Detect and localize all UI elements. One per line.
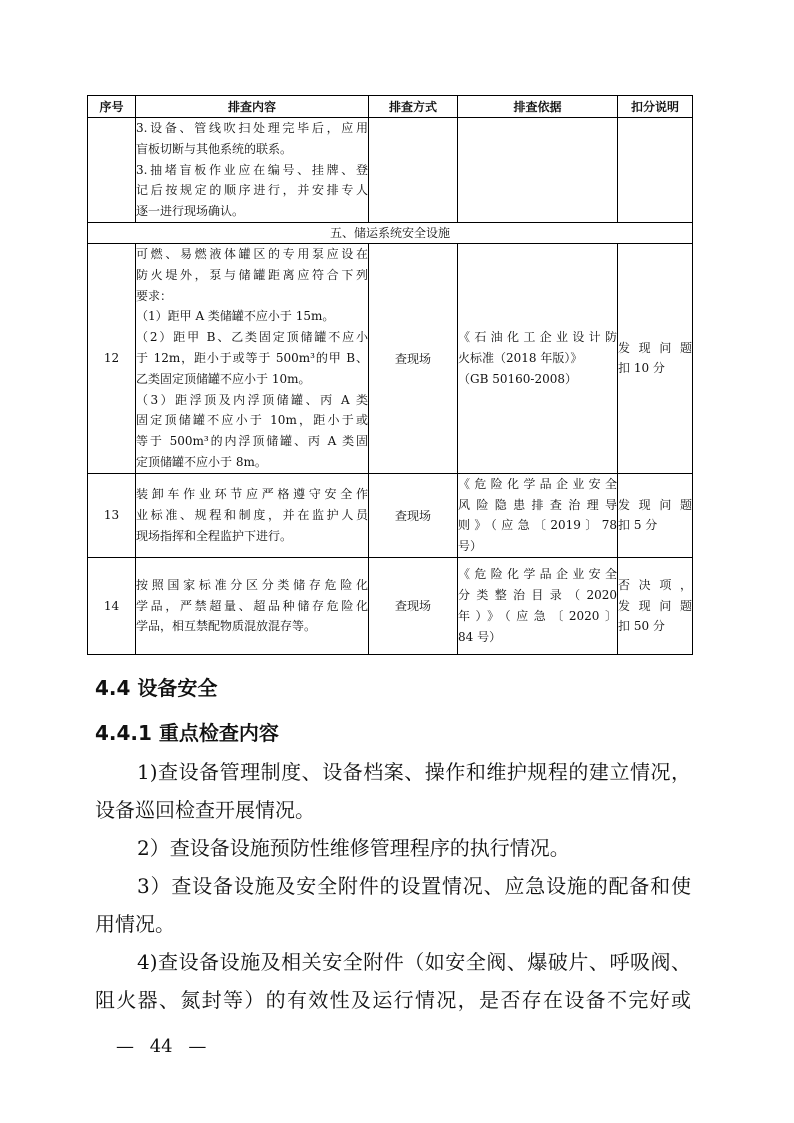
check-basis xyxy=(458,243,618,473)
check-basis-line: 84 号） xyxy=(458,629,502,644)
check-content-line: 记后按规定的顺序进行，并安排专人 xyxy=(136,183,368,198)
check-basis-line: 风险隐患排查治理导 xyxy=(458,497,617,512)
check-basis xyxy=(458,473,618,557)
deduction-note-line: 发现问题 xyxy=(618,497,692,512)
check-content-line: 学品，严禁超量、超品种储存危险化 xyxy=(136,598,368,613)
table-header-row xyxy=(88,96,693,118)
check-content-line: 学品，相互禁配物质混放混存等。 xyxy=(136,619,317,634)
header-check-method: 排查方式 xyxy=(369,96,458,118)
paragraph-line: 用情况。 xyxy=(95,912,175,936)
check-content-line: （3）距浮顶及内浮顶储罐、丙 A 类 xyxy=(136,392,368,407)
table-row xyxy=(88,243,693,473)
check-basis-line: 则》（应急〔2019〕78 xyxy=(458,518,617,533)
deduction-note xyxy=(618,243,693,473)
section-row xyxy=(88,222,693,243)
check-basis xyxy=(458,557,618,654)
row-number: 12 xyxy=(88,243,136,473)
header-check-content: 排查内容 xyxy=(136,96,369,118)
check-content-line: 按照国家标准分区分类储存危险化 xyxy=(136,577,368,592)
check-content-line: 于 12m，距小于或等于 500m³的甲 B、 xyxy=(136,350,368,365)
row-number: 14 xyxy=(88,557,136,654)
deduction-note-line: 发现问题 xyxy=(618,598,692,613)
check-basis-line: 《危险化学品企业安全 xyxy=(458,476,617,491)
section-heading: 4.4 设备安全 xyxy=(95,676,218,700)
table-row xyxy=(88,118,693,223)
check-content-line: 等于 500m³的内浮顶储罐、丙 A 类固 xyxy=(136,434,368,449)
check-content-line: 逐一进行现场确认。 xyxy=(136,204,245,219)
subsection-heading: 4.4.1 重点检查内容 xyxy=(95,721,279,745)
row-number xyxy=(88,118,136,223)
check-method xyxy=(369,118,458,223)
check-basis-line: 《危险化学品企业安全 xyxy=(458,567,617,582)
deduction-note-line: 扣 5 分 xyxy=(618,518,658,533)
check-content-line: 业标准、规程和制度，并在监护人员 xyxy=(136,507,368,522)
check-basis xyxy=(458,118,618,223)
deduction-note-line: 发现问题 xyxy=(618,340,692,355)
row-number: 13 xyxy=(88,473,136,557)
check-method: 查现场 xyxy=(369,243,458,473)
header-serial-number: 序号 xyxy=(88,96,136,118)
paragraph-line: 1)查设备管理制度、设备档案、操作和维护规程的建立情况， xyxy=(137,760,691,784)
paragraph-line: 阻火器、氮封等）的有效性及运行情况，是否存在设备不完好或 xyxy=(95,988,691,1012)
deduction-note-line: 否决项， xyxy=(618,577,692,592)
check-content-line: 防火堤外，泵与储罐距离应符合下列 xyxy=(136,267,368,282)
check-method: 查现场 xyxy=(369,557,458,654)
paragraph-line: 设备巡回检查开展情况。 xyxy=(95,798,315,822)
table-row xyxy=(88,557,693,654)
header-check-basis: 排查依据 xyxy=(458,96,618,118)
deduction-note xyxy=(618,557,693,654)
check-basis-line: 分类整治目录（2020 xyxy=(458,588,617,603)
check-content xyxy=(136,473,369,557)
paragraph-line: 4)查设备设施及相关安全附件（如安全阀、爆破片、呼吸阀、 xyxy=(137,950,691,974)
paragraph-line: 3）查设备设施及安全附件的设置情况、应急设施的配备和使 xyxy=(137,874,691,898)
check-basis-line: 火标准（2018 年版）》 xyxy=(458,350,583,365)
check-basis-line: 年）》（应急〔2020〕 xyxy=(458,608,617,623)
check-content-line: 乙类固定顶储罐不应小于 10m。 xyxy=(136,371,311,386)
check-content-line: 要求： xyxy=(136,288,173,303)
check-content-line: 3.设备、管线吹扫处理完毕后，应用 xyxy=(136,121,368,135)
check-content xyxy=(136,557,369,654)
check-content-line: 装卸车作业环节应严格遵守安全作 xyxy=(136,487,368,502)
check-content-line: （2）距甲 B、乙类固定顶储罐不应小 xyxy=(136,330,368,345)
section-title: 五、储运系统安全设施 xyxy=(88,222,693,243)
header-deduction-note: 扣分说明 xyxy=(618,96,693,118)
page-number: — 44 — xyxy=(116,1036,207,1057)
paragraph-line: 2）查设备设施预防性维修管理程序的执行情况。 xyxy=(137,836,570,860)
check-method: 查现场 xyxy=(369,473,458,557)
check-content-line: 现场指挥和全程监护下进行。 xyxy=(136,528,293,543)
check-content-line: 盲板切断与其他系统的联系。 xyxy=(136,141,293,156)
check-content-line: 固定顶储罐不应小于 10m，距小于或 xyxy=(136,413,368,428)
check-basis-line: （GB 50160-2008） xyxy=(458,371,577,386)
check-content xyxy=(136,243,369,473)
check-content-line: 3.抽堵盲板作业应在编号、挂牌、登 xyxy=(136,162,368,177)
check-content-line: 定顶储罐不应小于 8m。 xyxy=(136,454,267,469)
table-body xyxy=(88,118,693,655)
deduction-note-line: 扣 50 分 xyxy=(618,619,665,634)
check-basis-line: 《石油化工企业设计防 xyxy=(458,330,617,345)
check-content-line: 可燃、易燃液体罐区的专用泵应设在 xyxy=(136,246,368,261)
check-content-line: （1）距甲 A 类储罐不应小于 15m。 xyxy=(136,309,335,324)
check-content xyxy=(136,118,369,223)
deduction-note xyxy=(618,473,693,557)
inspection-table xyxy=(87,95,693,655)
deduction-note-line: 扣 10 分 xyxy=(618,361,665,376)
deduction-note xyxy=(618,118,693,223)
table-row xyxy=(88,473,693,557)
body-text xyxy=(95,753,691,1019)
check-basis-line: 号） xyxy=(458,539,483,554)
